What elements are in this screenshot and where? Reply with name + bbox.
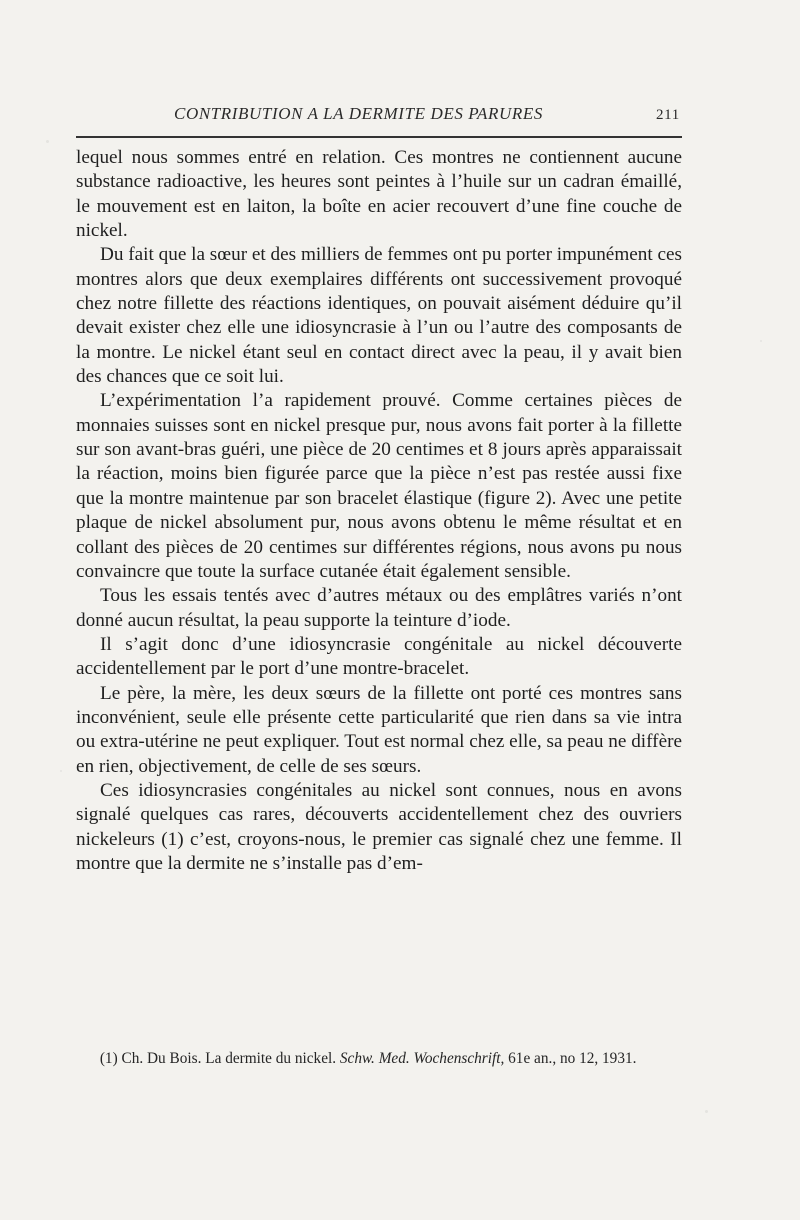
paragraph-2: Du fait que la sœur et des milliers de femmes ont pu porter impunément ces montres alors que deux exemplaires différents ont successivement provoqué chez notre fillette des réactions identiques, on pouvait aisément déduire qu’il devait exister chez elle une idiosyncrasie à l’un ou l’autre des composants de la montre. Le nickel étant seul en contact direct avec la peau, il y avait bien des chances que ce soit lui. (76, 244, 682, 388)
paragraph-3: L’expérimentation l’a rapidement prouvé. Comme certaines pièces de monnaies suisses sont en nickel presque pur, nous avons fait porter à la fillette sur son avant-bras guéri, une pièce de 20 centimes et 8 jours après apparaissait la réaction, moins bien figurée parce que la pièce n’est pas restée aussi fixe que la montre maintenue par son bracelet élastique (figure 2). Avec une petite plaque de nickel absolument pur, nous avons obtenu le même résultat et en collant des pièces de 20 centimes sur différentes régions, nous avons pu nous convaincre que toute la surface cutanée était également sensible. (76, 390, 682, 582)
running-header (76, 100, 682, 134)
paragraph-1: lequel nous sommes entré en relation. Ces montres ne contiennent aucune substance radioactive, les heures sont peintes à l’huile sur un cadran émaillé, le mouvement est en laiton, la boîte en acier recouvert d’une fine couche de nickel. (76, 147, 682, 242)
paragraph-6: Le père, la mère, les deux sœurs de la fillette ont porté ces montres sans inconvénient, seule elle présente cette particularité que rien dans sa vie intra ou extra-utérine ne peut expliquer. Tout est normal chez elle, sa peau ne diffère en rien, objectivement, de celle de ses sœurs. (76, 682, 682, 777)
footnote-author: Ch. Du Bois. (121, 1050, 202, 1067)
footnote-marker: (1) (99, 1050, 118, 1067)
main-body-text (76, 146, 682, 876)
footnote-details: 61e an., no 12, 1931. (508, 1050, 637, 1067)
paragraph-4: Tous les essais tentés avec d’autres métaux ou des emplâtres variés n’ont donné aucun résultat, la peau supporte la teinture d’iode. (76, 585, 682, 631)
paragraph-7: Ces idiosyncrasies congénitales au nickel sont connues, nous en avons signalé quelques cas rares, découverts accidentellement chez des ouvriers nickeleurs (1) c’est, croyons-nous, le premier cas signalé chez une femme. Il montre que la dermite ne s’installe pas d’em- (76, 779, 682, 874)
header-rule (76, 136, 682, 138)
footnote-title: La dermite du nickel. (205, 1050, 337, 1067)
footnote-journal: Schw. Med. Wochenschrift, (339, 1050, 505, 1067)
footnote (76, 1049, 682, 1068)
paragraph-5: Il s’agit donc d’une idiosyncrasie congénitale au nickel découverte accidentellement par le port d’une montre-bracelet. (76, 633, 682, 680)
header-title: CONTRIBUTION A LA DERMITE DES PARURES (174, 104, 543, 123)
page-number: 211 (655, 107, 680, 123)
